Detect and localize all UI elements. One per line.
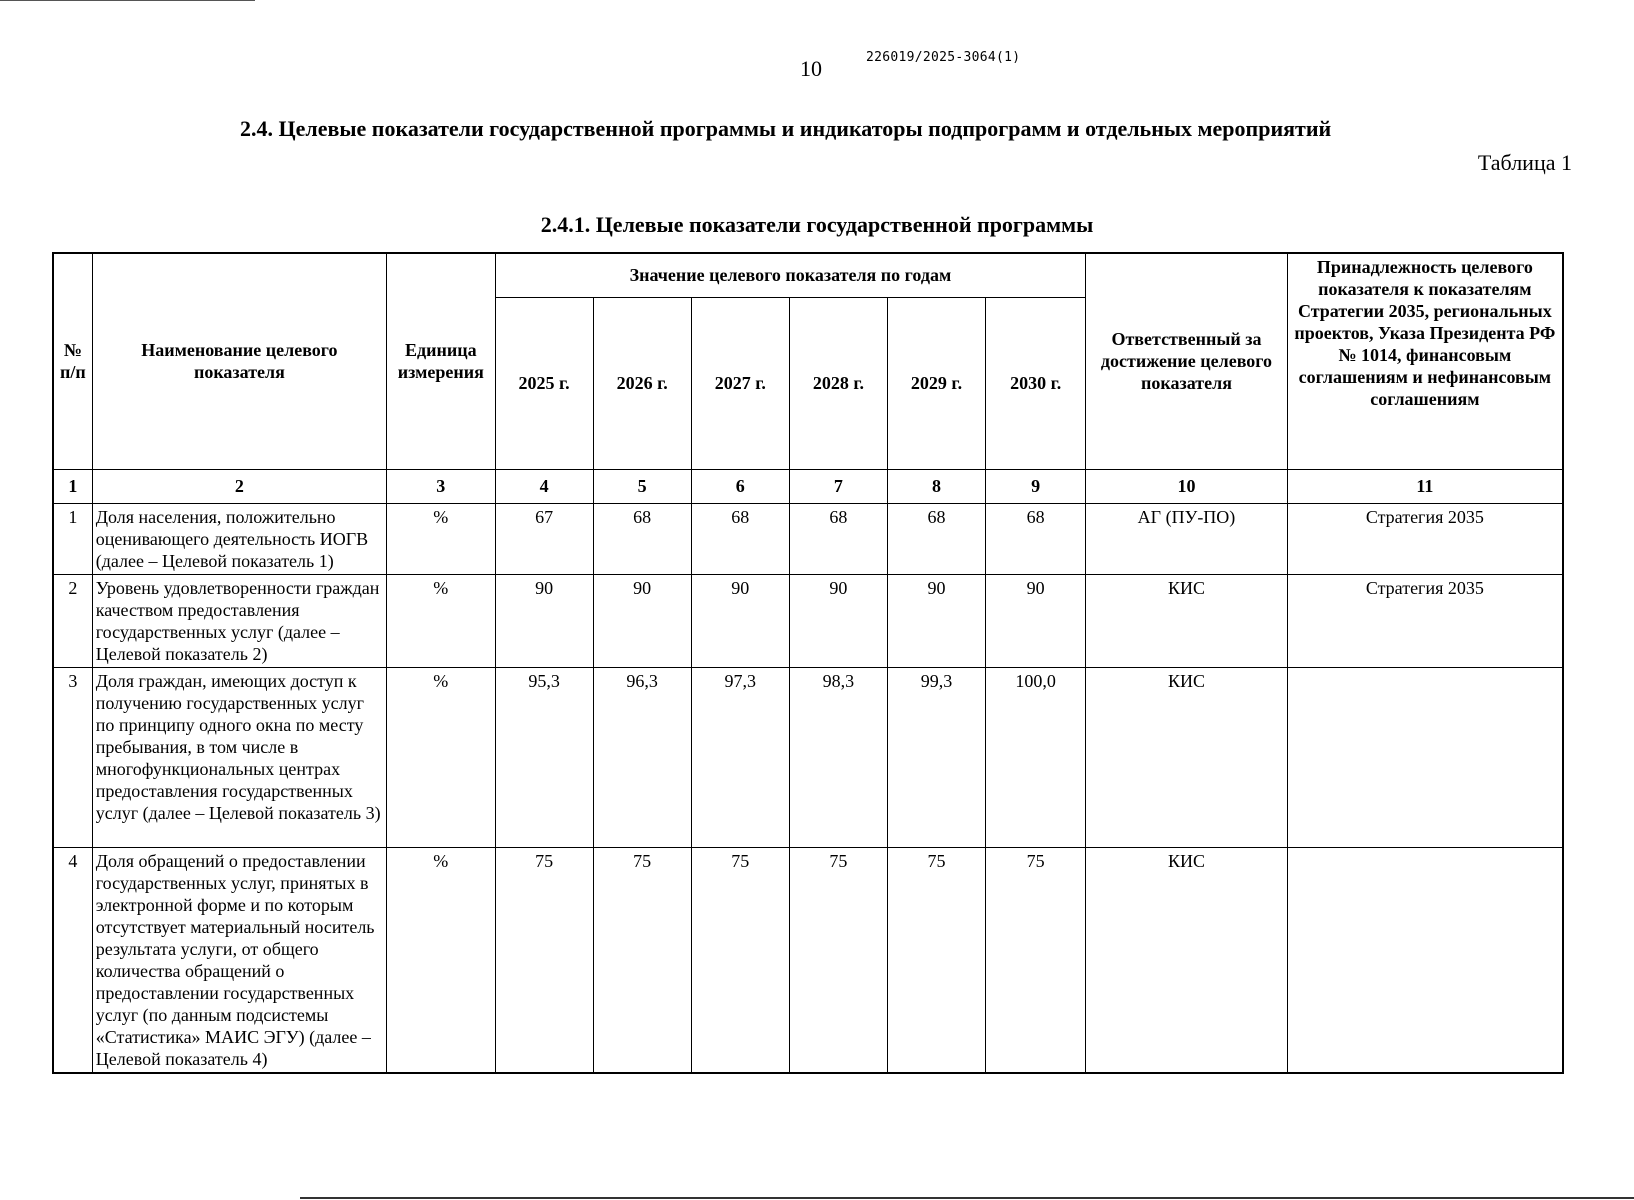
value-2027: 68 bbox=[691, 503, 789, 574]
header-year-2029: 2029 г. bbox=[887, 297, 985, 469]
value-2028: 75 bbox=[789, 847, 887, 1073]
table-row bbox=[53, 847, 1563, 1073]
value-2025: 67 bbox=[495, 503, 593, 574]
column-number: 11 bbox=[1287, 469, 1563, 503]
header-year-2026: 2026 г. bbox=[593, 297, 691, 469]
column-number: 8 bbox=[887, 469, 985, 503]
header-unit: Единица измерения bbox=[387, 253, 495, 469]
column-number: 5 bbox=[593, 469, 691, 503]
value-2029: 90 bbox=[887, 574, 985, 667]
document-code: 226019/2025-3064(1) bbox=[866, 50, 1021, 65]
indicator-name: Доля обращений о предоставлении государственных услуг, принятых в электронной форме и по которым отсутствует материальный носитель результата услуги, от общего количества обращений о предоставлении государственных услуг (по данным подсистемы «Статистика» МАИС ЭГУ) (далее – Целевой показатель 4) bbox=[92, 847, 386, 1073]
section-title: 2.4. Целевые показатели государственной программы и индикаторы подпрограмм и отдельных мероприятий bbox=[240, 116, 1332, 141]
value-2025: 95,3 bbox=[495, 667, 593, 847]
belonging-cell: Стратегия 2035 bbox=[1287, 503, 1563, 574]
indicator-name: Доля граждан, имеющих доступ к получению государственных услуг по принципу одного окна по месту пребывания, в том числе в многофункциональных центрах предоставления государственных услуг (далее – Целевой показатель 3) bbox=[92, 667, 386, 847]
unit-cell: % bbox=[387, 847, 495, 1073]
table-row bbox=[53, 574, 1563, 667]
value-2029: 68 bbox=[887, 503, 985, 574]
belonging-cell: Стратегия 2035 bbox=[1287, 574, 1563, 667]
value-2030: 68 bbox=[986, 503, 1086, 574]
table-row bbox=[53, 503, 1563, 574]
column-number: 9 bbox=[986, 469, 1086, 503]
responsible-cell: КИС bbox=[1086, 667, 1287, 847]
value-2027: 97,3 bbox=[691, 667, 789, 847]
responsible-cell: КИС bbox=[1086, 574, 1287, 667]
header-values-group: Значение целевого показателя по годам bbox=[495, 253, 1086, 297]
row-number: 3 bbox=[53, 667, 92, 847]
value-2026: 90 bbox=[593, 574, 691, 667]
belonging-cell bbox=[1287, 847, 1563, 1073]
unit-cell: % bbox=[387, 667, 495, 847]
column-number: 6 bbox=[691, 469, 789, 503]
table-row bbox=[53, 667, 1563, 847]
target-indicators-table bbox=[52, 252, 1564, 1074]
value-2029: 99,3 bbox=[887, 667, 985, 847]
value-2027: 90 bbox=[691, 574, 789, 667]
table-title: 2.4.1. Целевые показатели государственной программы bbox=[540, 212, 1094, 237]
row-number: 2 bbox=[53, 574, 92, 667]
header-row-1 bbox=[53, 253, 1563, 297]
top-rule bbox=[0, 0, 255, 1]
column-number: 3 bbox=[387, 469, 495, 503]
value-2028: 68 bbox=[789, 503, 887, 574]
unit-cell: % bbox=[387, 503, 495, 574]
responsible-cell: АГ (ПУ-ПО) bbox=[1086, 503, 1287, 574]
page-number: 10 bbox=[800, 56, 822, 81]
column-number-row bbox=[53, 469, 1563, 503]
indicator-name: Доля населения, положительно оценивающего деятельность ИОГВ (далее – Целевой показатель 1) bbox=[92, 503, 386, 574]
value-2025: 75 bbox=[495, 847, 593, 1073]
header-year-2030: 2030 г. bbox=[986, 297, 1086, 469]
column-number: 2 bbox=[92, 469, 386, 503]
column-number: 7 bbox=[789, 469, 887, 503]
table-caption: Таблица 1 bbox=[1477, 150, 1572, 175]
unit-cell: % bbox=[387, 574, 495, 667]
row-number: 4 bbox=[53, 847, 92, 1073]
row-number: 1 bbox=[53, 503, 92, 574]
header-year-2027: 2027 г. bbox=[691, 297, 789, 469]
belonging-cell bbox=[1287, 667, 1563, 847]
header-num: № п/п bbox=[53, 253, 92, 469]
bottom-rule bbox=[300, 1197, 1634, 1199]
value-2030: 90 bbox=[986, 574, 1086, 667]
value-2030: 75 bbox=[986, 847, 1086, 1073]
value-2026: 68 bbox=[593, 503, 691, 574]
value-2028: 98,3 bbox=[789, 667, 887, 847]
column-number: 10 bbox=[1086, 469, 1287, 503]
header-responsible: Ответственный за достижение целевого показателя bbox=[1086, 253, 1287, 469]
header-name: Наименование целевого показателя bbox=[92, 253, 386, 469]
column-number: 1 bbox=[53, 469, 92, 503]
column-number: 4 bbox=[495, 469, 593, 503]
value-2027: 75 bbox=[691, 847, 789, 1073]
indicator-name: Уровень удовлетворенности граждан качеством предоставления государственных услуг (далее – Целевой показатель 2) bbox=[92, 574, 386, 667]
value-2025: 90 bbox=[495, 574, 593, 667]
responsible-cell: КИС bbox=[1086, 847, 1287, 1073]
header-year-2025: 2025 г. bbox=[495, 297, 593, 469]
value-2028: 90 bbox=[789, 574, 887, 667]
value-2026: 96,3 bbox=[593, 667, 691, 847]
value-2026: 75 bbox=[593, 847, 691, 1073]
value-2029: 75 bbox=[887, 847, 985, 1073]
value-2030: 100,0 bbox=[986, 667, 1086, 847]
header-year-2028: 2028 г. bbox=[789, 297, 887, 469]
header-belonging: Принадлежность целевого показателя к показателям Стратегии 2035, региональных проектов, Указа Президента РФ № 1014, финансовым соглашениям и нефинансовым соглашениям bbox=[1287, 253, 1563, 469]
